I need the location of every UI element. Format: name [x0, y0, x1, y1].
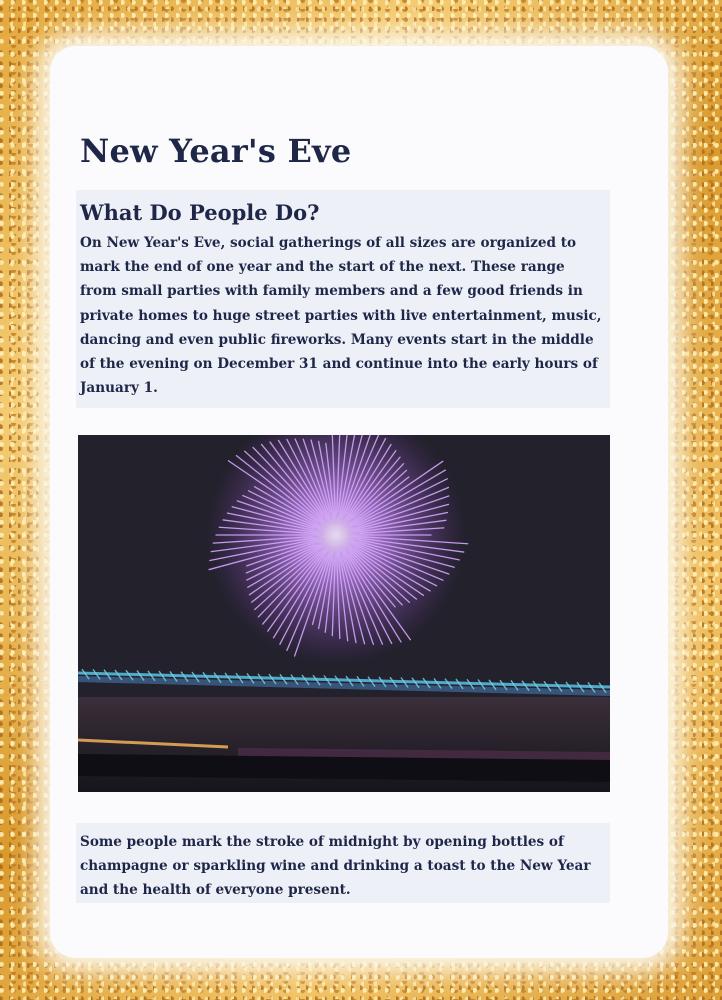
intro-paragraph: On New Year's Eve, social gatherings of all sizes are organized to mark the end of one year and the start of the next. These range from small parties with family members and a few good friends in private homes to huge street parties with live entertainment, music, dancing and even public fireworks. Many events start in the middle of the evening on December 31 and continue into the early hours of January 1.	[80, 235, 602, 397]
intro-text-panel	[76, 190, 610, 408]
section-heading: What Do People Do?	[80, 200, 320, 225]
closing-text-panel	[76, 823, 610, 903]
fireworks-photo	[78, 435, 610, 792]
closing-paragraph: Some people mark the stroke of midnight by opening bottles of champagne or sparkling wine and drinking a toast to the New Year and the health of everyone present.	[80, 834, 591, 899]
shore-foreground	[78, 765, 610, 771]
water-reflection	[238, 753, 610, 757]
fireworks-illustration	[78, 435, 610, 792]
page-title: New Year's Eve	[80, 132, 352, 170]
